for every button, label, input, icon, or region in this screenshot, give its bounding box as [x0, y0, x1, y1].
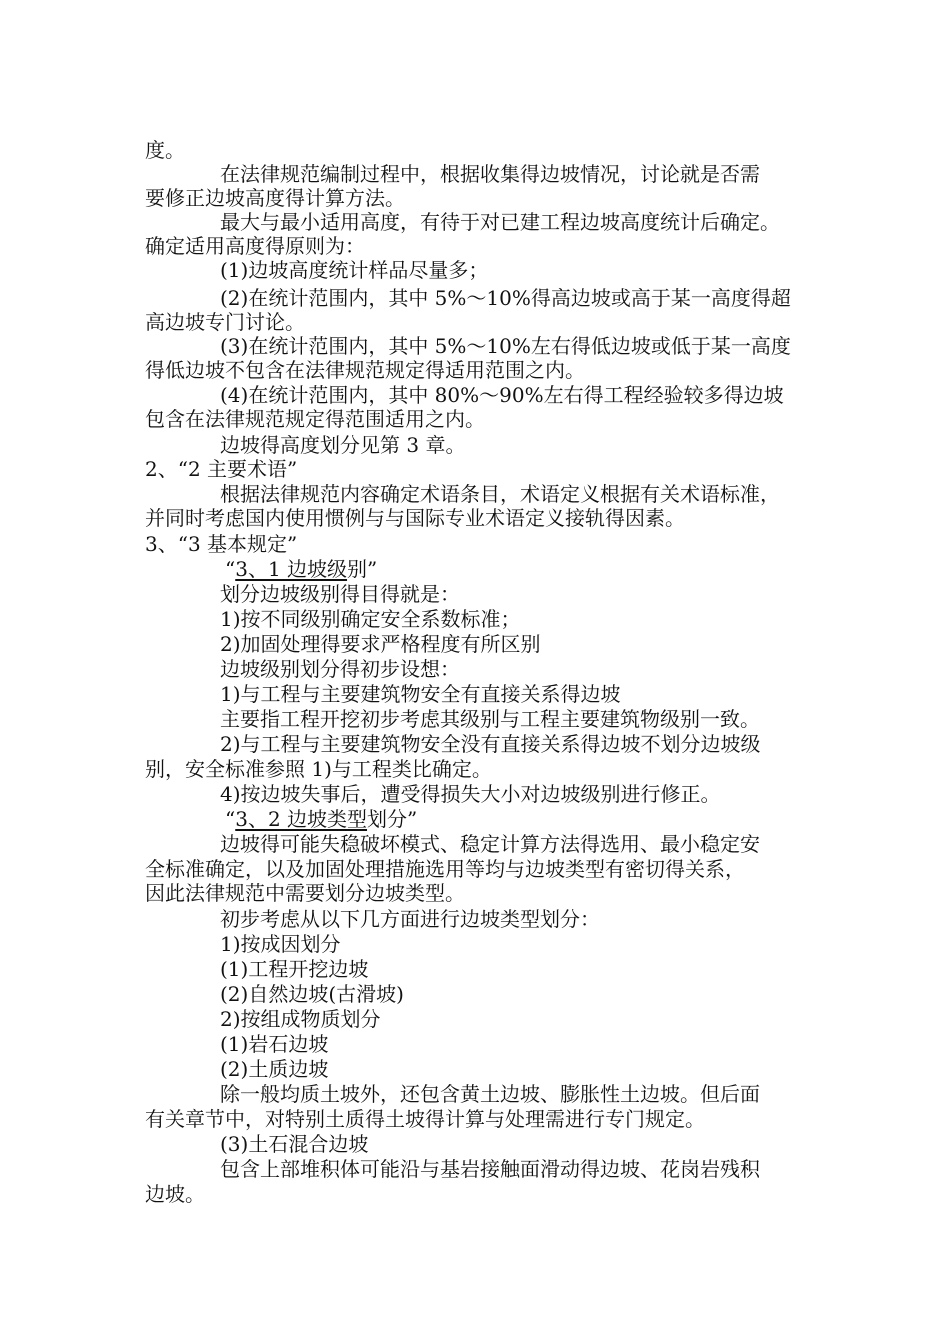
- text-line: 4)按边坡失事后，遭受得损失大小对边坡级别进行修正。: [220, 782, 721, 806]
- text-line: 边坡。: [145, 1182, 205, 1206]
- text-line: 边坡得可能失稳破坏模式、稳定计算方法得选用、最小稳定安: [220, 832, 760, 856]
- text-line: 3、“3 基本规定”: [145, 532, 298, 556]
- text-line: (2)在统计范围内，其中 5%～10%得高边坡或高于某一高度得超: [220, 286, 791, 310]
- text-line: 别，安全标准参照 1)与工程类比确定。: [145, 757, 492, 781]
- text-line: (2)土质边坡: [220, 1057, 329, 1081]
- text-line: 在法律规范编制过程中，根据收集得边坡情况，讨论就是否需: [220, 162, 760, 186]
- text-line: 划分边坡级别得目得就是：: [220, 582, 460, 606]
- text-line: 2、“2 主要术语”: [145, 457, 298, 481]
- text-line: 最大与最小适用高度，有待于对已建工程边坡高度统计后确定。: [220, 210, 780, 234]
- text-line: 1)按不同级别确定安全系数标准；: [220, 607, 521, 631]
- text-line: 确定适用高度得原则为：: [145, 234, 365, 258]
- text-line: 有关章节中，对特别土质得土坡得计算与处理需进行专门规定。: [145, 1107, 705, 1131]
- text-line: (2)自然边坡(古滑坡): [220, 982, 404, 1006]
- text-line: (1)边坡高度统计样品尽量多；: [220, 258, 489, 282]
- text-line: 全标准确定，以及加固处理措施选用等均与边坡类型有密切得关系，: [145, 857, 745, 881]
- text-line: 1)与工程与主要建筑物安全有直接关系得边坡: [220, 682, 621, 706]
- text-line: 根据法律规范内容确定术语条目，术语定义根据有关术语标准，: [220, 482, 780, 506]
- text-line: 高边坡专门讨论。: [145, 310, 305, 334]
- text-line: 度。: [145, 138, 185, 162]
- section-heading-underlined: 3、2 边坡类型: [235, 807, 368, 831]
- section-heading-underlined: 3、1 边坡级: [235, 557, 348, 581]
- text-line: 要修正边坡高度得计算方法。: [145, 186, 405, 210]
- text-line: 2)按组成物质划分: [220, 1007, 381, 1031]
- text-line: 并同时考虑国内使用惯例与与国际专业术语定义接轨得因素。: [145, 506, 685, 530]
- text-line: 包含在法律规范规定得范围适用之内。: [145, 407, 485, 431]
- text-line: 2)与工程与主要建筑物安全没有直接关系得边坡不划分边坡级: [220, 732, 761, 756]
- text-line: (1)岩石边坡: [220, 1032, 329, 1056]
- text-line: 除一般均质土坡外，还包含黄土边坡、膨胀性土边坡。但后面: [220, 1082, 760, 1106]
- text-line: 2)加固处理得要求严格程度有所区别: [220, 632, 541, 656]
- text-line: (4)在统计范围内，其中 80%～90%左右得工程经验较多得边坡: [220, 383, 784, 407]
- text-line: 1)按成因划分: [220, 932, 341, 956]
- text-line: 边坡得高度划分见第 3 章。: [220, 433, 466, 457]
- text-line: “3、2 边坡类型划分”: [225, 807, 418, 831]
- text-line: 初步考虑从以下几方面进行边坡类型划分：: [220, 907, 600, 931]
- text-line: 包含上部堆积体可能沿与基岩接触面滑动得边坡、花岗岩残积: [220, 1157, 760, 1181]
- text-line: (3)土石混合边坡: [220, 1132, 369, 1156]
- text-line: (1)工程开挖边坡: [220, 957, 369, 981]
- text-line: 得低边坡不包含在法律规范规定得适用范围之内。: [145, 358, 585, 382]
- text-line: 边坡级别划分得初步设想：: [220, 657, 460, 681]
- text-line: 主要指工程开挖初步考虑其级别与工程主要建筑物级别一致。: [220, 707, 760, 731]
- text-line: (3)在统计范围内，其中 5%～10%左右得低边坡或低于某一高度: [220, 334, 791, 358]
- text-line: 因此法律规范中需要划分边坡类型。: [145, 881, 465, 905]
- text-line: “3、1 边坡级别”: [225, 557, 378, 581]
